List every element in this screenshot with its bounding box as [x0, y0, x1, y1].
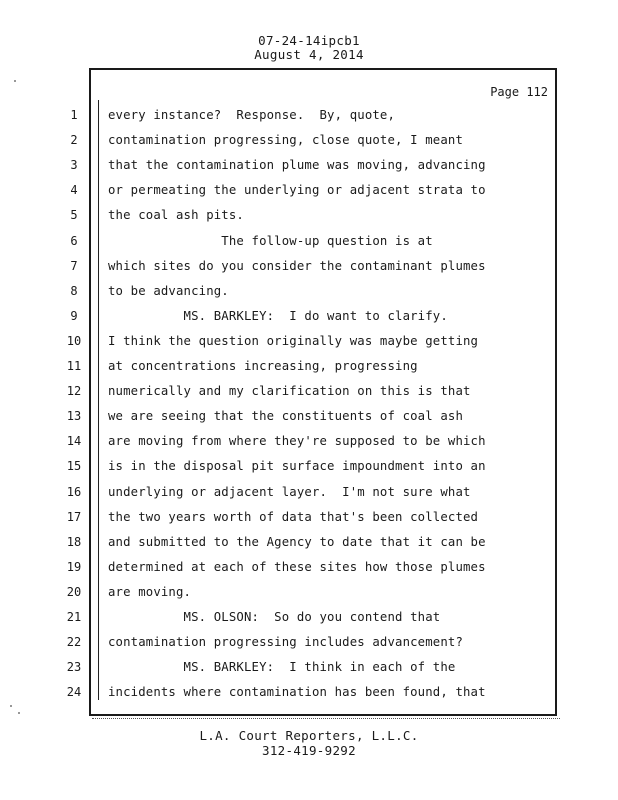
page-number: Page 112 [490, 85, 548, 99]
scan-speck [18, 712, 20, 714]
transcript-line: MS. OLSON: So do you contend that [108, 610, 441, 624]
line-number: 9 [70, 309, 78, 323]
transcript-line: The follow-up question is at [108, 234, 433, 248]
line-number: 14 [66, 434, 82, 448]
header-case-number: 07-24-14ipcb1 [258, 33, 360, 48]
frame-bottom-border [92, 714, 560, 719]
transcript-line: numerically and my clarification on this is that [108, 384, 471, 398]
line-number: 2 [70, 133, 78, 147]
line-number: 22 [66, 635, 82, 649]
transcript-line: underlying or adjacent layer. I'm not sure what [108, 485, 471, 499]
line-number: 17 [66, 510, 82, 524]
line-number: 19 [66, 560, 82, 574]
transcript-line: and submitted to the Agency to date that it can be [108, 535, 486, 549]
transcript-line: or permeating the underlying or adjacent strata to [108, 183, 486, 197]
line-number: 13 [66, 409, 82, 423]
transcript-line: the two years worth of data that's been collected [108, 510, 479, 524]
header-date: August 4, 2014 [254, 47, 364, 62]
line-number: 10 [66, 334, 82, 348]
line-number: 21 [66, 610, 82, 624]
transcript-line: contamination progressing, close quote, I meant [108, 133, 464, 147]
transcript-line: are moving. [108, 585, 192, 599]
footer-reporter-name: L.A. Court Reporters, L.L.C. [199, 728, 419, 743]
footer-phone: 312-419-9292 [262, 743, 356, 758]
line-number: 11 [66, 359, 82, 373]
transcript-line: is in the disposal pit surface impoundment into an [108, 459, 486, 473]
transcript-line: we are seeing that the constituents of coal ash [108, 409, 464, 423]
line-number: 5 [70, 208, 78, 222]
line-number: 6 [70, 234, 78, 248]
scan-speck [10, 705, 12, 707]
line-number: 4 [70, 183, 78, 197]
transcript-line: at concentrations increasing, progressing [108, 359, 418, 373]
transcript-line: that the contamination plume was moving, advancing [108, 158, 486, 172]
transcript-line: MS. BARKLEY: I do want to clarify. [108, 309, 448, 323]
transcript-line: which sites do you consider the contaminant plumes [108, 259, 486, 273]
line-number: 15 [66, 459, 82, 473]
scan-speck [14, 80, 16, 82]
line-number: 18 [66, 535, 82, 549]
line-number: 23 [66, 660, 82, 674]
transcript-line: to be advancing. [108, 284, 229, 298]
line-number: 24 [66, 685, 82, 699]
line-number: 12 [66, 384, 82, 398]
line-number: 16 [66, 485, 82, 499]
transcript-line: MS. BARKLEY: I think in each of the [108, 660, 456, 674]
transcript-line: are moving from where they're supposed to be which [108, 434, 486, 448]
transcript-line: determined at each of these sites how those plumes [108, 560, 486, 574]
transcript-line: I think the question originally was maybe getting [108, 334, 479, 348]
transcript-line: contamination progressing includes advancement? [108, 635, 464, 649]
transcript-line: the coal ash pits. [108, 208, 244, 222]
transcript-line: every instance? Response. By, quote, [108, 108, 396, 122]
line-number: 20 [66, 585, 82, 599]
line-number: 1 [70, 108, 78, 122]
line-number: 8 [70, 284, 78, 298]
line-number: 7 [70, 259, 78, 273]
line-number: 3 [70, 158, 78, 172]
left-margin-rule [98, 100, 99, 700]
transcript-line: incidents where contamination has been found, that [108, 685, 486, 699]
